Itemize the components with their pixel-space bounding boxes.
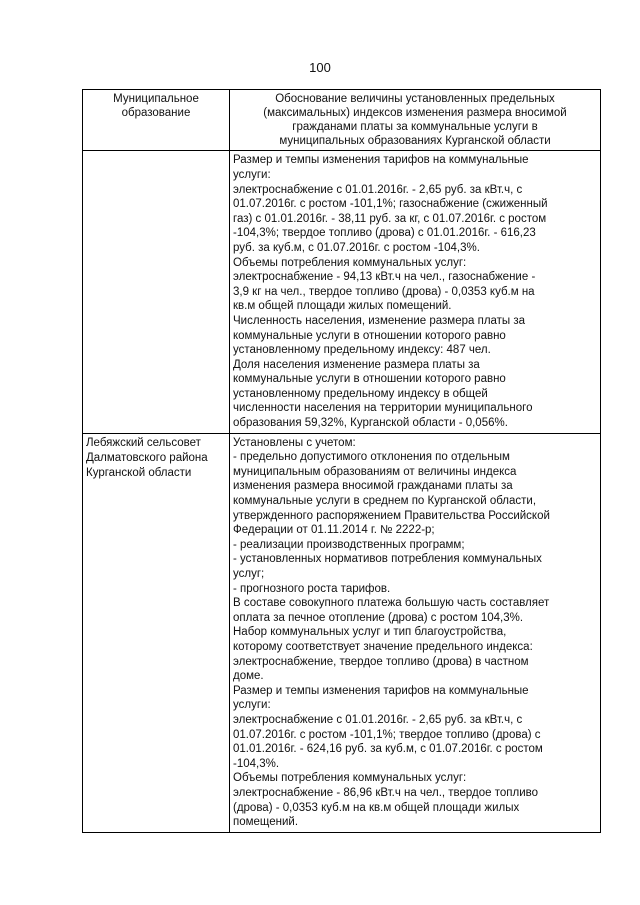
table-row — [83, 151, 601, 433]
text-line: 01.01.2016г. - 624,16 руб. за куб.м, с 01.07.2016г. с ростом — [233, 743, 543, 756]
text-line: муниципальным образованиям от величины индекса — [233, 465, 517, 478]
text-line: 01.07.2016г. с ростом -101,1%; твердое топливо (дрова) с — [233, 728, 541, 741]
text-line: газ) с 01.01.2016г. - 38,11 руб. за кг, с 01.07.2016г. с ростом — [233, 212, 547, 225]
text-line: - предельно допустимого отклонения по отдельным — [233, 451, 510, 464]
municipality-cell — [83, 433, 230, 832]
municipality-cell — [83, 151, 230, 433]
text-line: оплата за печное отопление (дрова) с ростом 104,3%. — [233, 611, 524, 624]
text-line: услуги: — [233, 699, 271, 712]
text-line: установленному предельному индексу: 487 чел. — [233, 344, 491, 357]
text-line: - установленных нормативов потребления коммунальных — [233, 553, 542, 566]
text-line: кв.м общей площади жилых помещений. — [233, 300, 452, 313]
text-line: Объемы потребления коммунальных услуг: — [233, 256, 467, 269]
justification-cell — [230, 433, 601, 832]
text-line: утвержденного распоряжением Правительства Российской — [233, 509, 550, 522]
text-line: численности населения на территории муниципального — [233, 402, 533, 415]
text-line: Размер и темпы изменения тарифов на коммунальные — [233, 684, 529, 697]
text-line: 3,9 кг на чел., твердое топливо (дрова) - 0,0353 куб.м на — [233, 285, 535, 298]
text-line: электроснабжение с 01.01.2016г. - 2,65 руб. за кВт.ч, с — [233, 183, 523, 196]
text-line: образования 59,32%, Курганской области - 0,056%. — [233, 417, 508, 430]
text-line: -104,3%; твердое топливо (дрова) с 01.01.2016г. - 616,23 — [233, 227, 536, 240]
text-line: гражданами платы за коммунальные услуги в — [292, 121, 538, 134]
text-line: Далматовского района — [86, 451, 208, 464]
text-line: услуги: — [233, 168, 271, 181]
text-line: Установлены с учетом: — [233, 436, 356, 449]
text-line: Доля населения изменение размера платы за — [233, 358, 480, 371]
text-line: -104,3%. — [233, 757, 280, 770]
text-line: - реализации производственных программ; — [233, 538, 465, 551]
tariff-justification-table — [82, 89, 601, 833]
text-line: образование — [121, 107, 191, 120]
text-line: электроснабжение - 94,13 кВт.ч на чел., газоснабжение - — [233, 271, 536, 284]
table-header-row — [83, 90, 601, 151]
text-line: Муниципальное — [113, 93, 199, 105]
text-line: - прогнозного роста тарифов. — [233, 582, 391, 595]
text-line: Курганской области — [86, 467, 192, 480]
page-number: 100 — [309, 60, 331, 75]
text-line: Размер и темпы изменения тарифов на коммунальные — [233, 154, 529, 167]
text-line: изменения размера вносимой гражданами платы за — [233, 480, 513, 493]
text-line: Федерации от 01.11.2014 г. № 2222-р; — [233, 524, 435, 537]
text-line: Объемы потребления коммунальных услуг: — [233, 772, 467, 785]
text-line: услуг; — [233, 568, 265, 580]
text-line: (максимальных) индексов изменения размера вносимой — [263, 107, 567, 120]
text-line: Обоснование величины установленных предельных — [275, 93, 555, 105]
header-municipality — [83, 90, 230, 151]
text-line: (дрова) - 0,0353 куб.м на кв.м общей площади жилых — [233, 801, 520, 814]
text-line: электроснабжение с 01.01.2016г. - 2,65 руб. за кВт.ч, с — [233, 713, 523, 726]
text-line: муниципальных образованиях Курганской области — [279, 135, 551, 148]
header-justification — [230, 90, 601, 151]
text-line: помещений. — [233, 816, 299, 829]
justification-cell — [230, 151, 601, 433]
text-line: доме. — [233, 670, 264, 683]
text-line: 01.07.2016г. с ростом -101,1%; газоснабжение (сжиженный — [233, 198, 548, 211]
text-line: коммунальные услуги в отношении которого равно — [233, 329, 506, 342]
text-line: установленному предельному индексу в общей — [233, 387, 488, 400]
text-line: коммунальные услуги в отношении которого равно — [233, 373, 506, 386]
text-line: коммунальные услуги в среднем по Курганской области, — [233, 495, 537, 508]
text-line: Набор коммунальных услуг и тип благоустройства, — [233, 626, 507, 639]
text-line: электроснабжение, твердое топливо (дрова) в частном — [233, 655, 529, 668]
text-line: которому соответствует значение предельного индекса: — [233, 640, 533, 653]
text-line: руб. за куб.м, с 01.07.2016г. с ростом -104,3%. — [233, 241, 480, 254]
text-line: электроснабжение - 86,96 кВт.ч на чел., твердое топливо — [233, 786, 539, 799]
table-row — [83, 433, 601, 832]
text-line: В составе совокупного платежа большую часть составляет — [233, 597, 550, 610]
text-line: Лебяжский сельсовет — [86, 436, 201, 449]
text-line: Численность населения, изменение размера платы за — [233, 314, 526, 327]
